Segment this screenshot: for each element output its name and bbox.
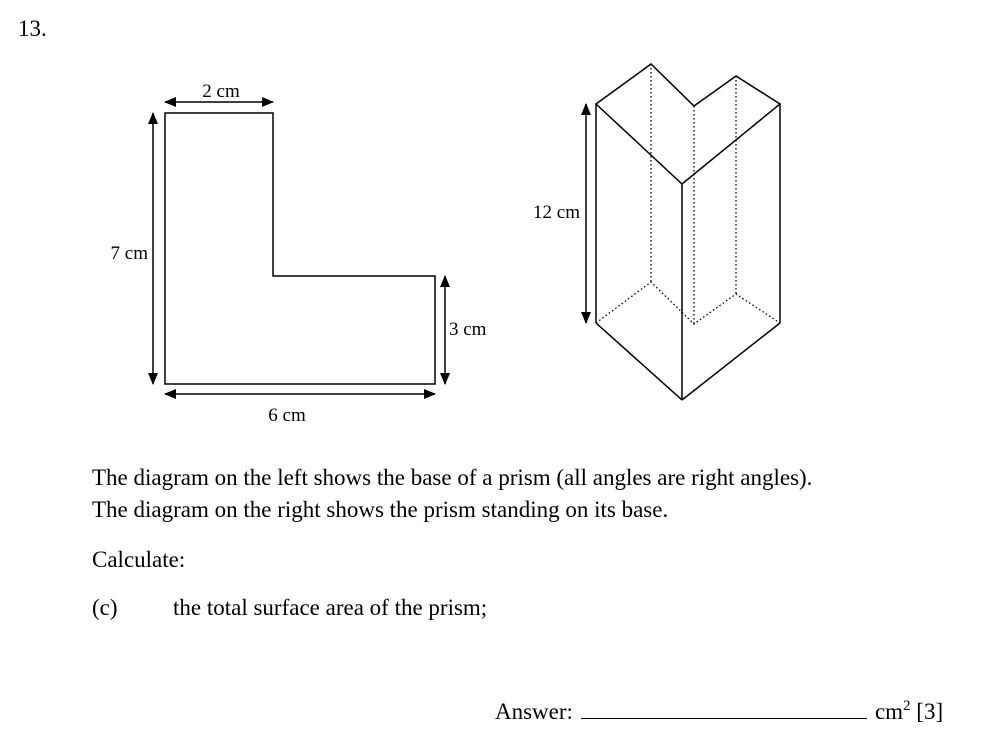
part-text: the total surface area of the prism; xyxy=(173,595,488,620)
label-6cm: 6 cm xyxy=(268,405,306,426)
label-3cm: 3 cm xyxy=(449,319,487,340)
label-2cm: 2 cm xyxy=(202,81,240,102)
answer-unit-base: cm xyxy=(874,699,904,724)
description-line-2: The diagram on the right shows the prism standing on its base. xyxy=(92,497,669,522)
answer-line[interactable] xyxy=(581,696,867,719)
instruction-text: Calculate: xyxy=(92,547,186,572)
label-12cm: 12 cm xyxy=(533,202,580,223)
part-label: (c) xyxy=(92,595,118,620)
question-number: 13. xyxy=(18,16,47,41)
answer-row xyxy=(495,690,943,728)
answer-unit-exponent: 2 xyxy=(903,698,911,714)
answer-unit xyxy=(875,699,911,724)
l-shape-base xyxy=(165,113,435,384)
answer-marks: [3] xyxy=(916,699,944,724)
description-line-1: The diagram on the left shows the base of a prism (all angles are right angles). xyxy=(92,465,813,490)
answer-label: Answer: xyxy=(495,699,573,724)
prism-solid xyxy=(596,64,780,400)
prism-hidden-edges xyxy=(596,64,780,324)
label-7cm: 7 cm xyxy=(110,243,148,264)
